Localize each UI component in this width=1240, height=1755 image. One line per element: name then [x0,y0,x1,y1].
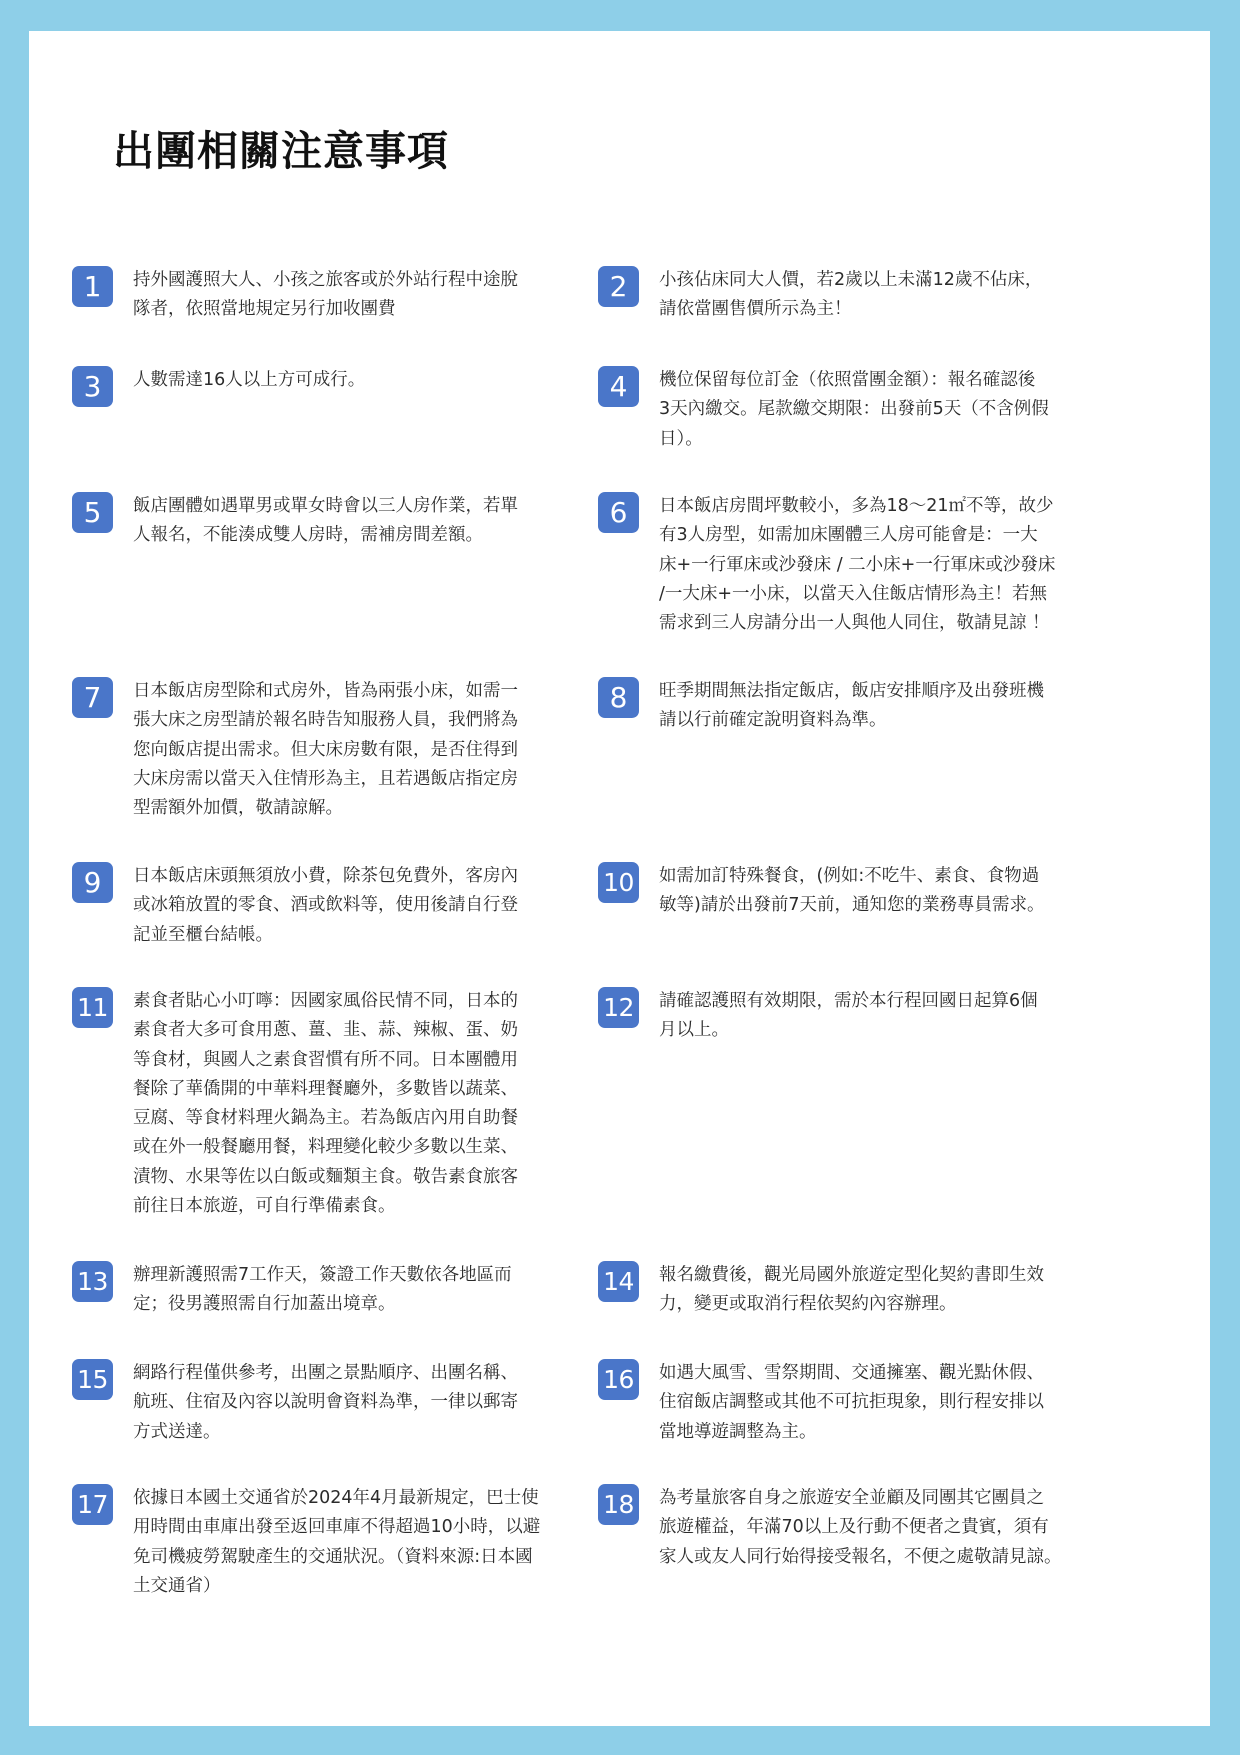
item-text: 網路行程僅供參考，出團之景點順序、出團名稱、 航班、住宿及內容以說明會資料為準，一律以郵寄 方式送達。 [133,1363,518,1442]
item-number-badge: 18 [598,1484,639,1525]
item-text: 人數需達16人以上方可成行。 [133,370,366,390]
item-text: 日本飯店房間坪數較小，多為18～21㎡不等，故少 有3人房型，如需加床團體三人房可能會是：一大 床+一行軍床或沙發床 / 二小床+一行軍床或沙發床 /一大床+一小床，以當天入住飯店情形為主！若無 需求到三人房請分出一人與他人同住，敬請見諒 ！ [659,496,1056,634]
item-text: 素食者貼心小叮嚀：因國家風俗民情不同，日本的 素食者大多可食用蔥、薑、韭、蒜、辣椒、蛋、奶 等食材，與國人之素食習慣有所不同。日本團體用 餐除了華僑開的中華料理餐廳外，多數皆以蔬菜、 豆腐、等食材料理火鍋為主。若為飯店內用自助餐 或在外一般餐廳用餐，料理變化較少多數以生菜、 漬物、水果等佐以白飯或麵類主食。敬告素食旅客 前往日本旅遊，可自行準備素食。 [133,991,518,1217]
item-number-badge: 3 [72,366,113,407]
item-number-badge: 1 [72,266,113,307]
item-text: 飯店團體如遇單男或單女時會以三人房作業，若單 人報名，不能湊成雙人房時，需補房間差額。 [133,496,518,546]
item-text: 小孩佔床同大人價，若2歲以上未滿12歲不佔床， 請依當團售價所示為主！ [659,270,1043,320]
item-number-badge: 7 [72,677,113,718]
item-number-badge: 10 [598,862,639,903]
item-number-badge: 6 [598,492,639,533]
item-number-badge: 16 [598,1359,639,1400]
item-text: 日本飯店房型除和式房外，皆為兩張小床，如需一 張大床之房型請於報名時告知服務人員，我們將為 您向飯店提出需求。但大床房數有限，是否住得到 大床房需以當天入住情形為主，且若遇飯店指定房 型需額外加價，敬請諒解。 [133,681,518,819]
item-text: 辦理新護照需7工作天，簽證工作天數依各地區而 定；役男護照需自行加蓋出境章。 [133,1265,512,1315]
item-text: 請確認護照有效期限，需於本行程回國日起算6個 月以上。 [659,991,1038,1041]
item-number-badge: 17 [72,1484,113,1525]
item-number-badge: 12 [598,987,639,1028]
item-text: 報名繳費後，觀光局國外旅遊定型化契約書即生效 力，變更或取消行程依契約內容辦理。 [659,1265,1044,1315]
item-text: 持外國護照大人、小孩之旅客或於外站行程中途脫 隊者，依照當地規定另行加收團費 [133,270,518,320]
item-number-badge: 15 [72,1359,113,1400]
page-title: 出團相關注意事項 [113,127,449,175]
item-text: 為考量旅客自身之旅遊安全並顧及同團其它團員之 旅遊權益，年滿70以上及行動不便者之貴賓，須有 家人或友人同行始得接受報名，不便之處敬請見諒。 [659,1488,1062,1567]
item-number-badge: 9 [72,862,113,903]
item-number-badge: 5 [72,492,113,533]
item-text: 如遇大風雪、雪祭期間、交通擁塞、觀光點休假、 住宿飯店調整或其他不可抗拒現象，則行程安排以 當地導遊調整為主。 [659,1363,1044,1442]
item-text: 機位保留每位訂金（依照當團金額）：報名確認後 3天內繳交。尾款繳交期限：出發前5天（不含例假 日）。 [659,370,1049,449]
item-number-badge: 4 [598,366,639,407]
item-number-badge: 13 [72,1261,113,1302]
item-number-badge: 14 [598,1261,639,1302]
item-number-badge: 8 [598,677,639,718]
item-text: 如需加訂特殊餐食，(例如:不吃牛、素食、食物過 敏等)請於出發前7天前，通知您的業務專員需求。 [659,866,1045,916]
item-text: 日本飯店床頭無須放小費，除茶包免費外，客房內 或冰箱放置的零食、酒或飲料等，使用後請自行登 記並至櫃台結帳。 [133,866,518,945]
item-number-badge: 2 [598,266,639,307]
item-text: 依據日本國土交通省於2024年4月最新規定，巴士使 用時間由車庫出發至返回車庫不得超過10小時，以避 免司機疲勞駕駛產生的交通狀況。（資料來源:日本國 土交通省） [133,1488,541,1596]
item-text: 旺季期間無法指定飯店，飯店安排順序及出發班機 請以行前確定說明資料為準。 [659,681,1044,731]
item-number-badge: 11 [72,987,113,1028]
